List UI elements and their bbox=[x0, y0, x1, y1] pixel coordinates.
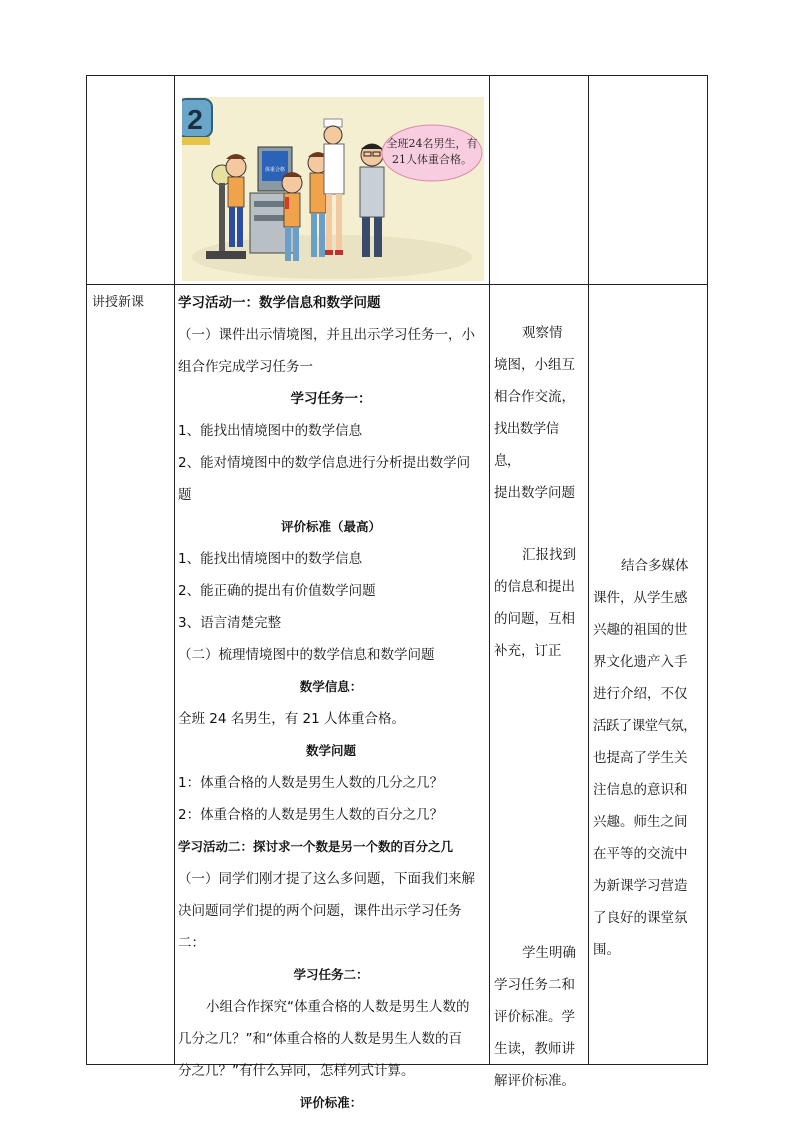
student-activity-line: 补充，订正 bbox=[494, 643, 562, 659]
student-activity-line: 的信息和提出 bbox=[494, 579, 575, 595]
question-1: 1：体重合格的人数是男生人数的几分之几？ bbox=[178, 775, 444, 791]
student-activity-line: 观察情 bbox=[522, 325, 563, 341]
lesson-plan-table bbox=[86, 75, 708, 1110]
student-activity-line: 学生明确 bbox=[522, 945, 576, 961]
task2-line-2: 几分之几？”和“体重合格的人数是男生人数的百 bbox=[178, 1031, 462, 1047]
student-activity-line: 找出数学信息， bbox=[494, 421, 559, 469]
design-intent-line: 兴趣的祖国的世 bbox=[593, 622, 688, 638]
question-2: 2：体重合格的人数是男生人数的百分之几？ bbox=[178, 807, 444, 823]
design-intent-line: 围。 bbox=[593, 942, 620, 958]
speech-line-2: 21人体重合格。 bbox=[392, 153, 472, 166]
paragraph-1-line-2: 组合作完成学习任务一 bbox=[178, 359, 313, 375]
paragraph-3-line-1: （一）同学们刚才提了这么多问题，下面我们来解 bbox=[178, 871, 475, 887]
design-intent-line: 了良好的课堂氛 bbox=[593, 910, 688, 926]
criteria2-title: 评价标准： bbox=[299, 1095, 363, 1110]
paragraph-2: （二）梳理情境图中的数学信息和数学问题 bbox=[178, 647, 435, 663]
design-intent-line: 界文化遗产入手 bbox=[593, 654, 688, 670]
task1-item-2: 2、能对情境图中的数学信息进行分析提出数学问 bbox=[178, 455, 471, 471]
student-activity-line: 学习任务二和 bbox=[494, 977, 575, 993]
design-intent-line: 进行介绍，不仅 bbox=[593, 686, 688, 702]
student-activity-line: 解评价标准。 bbox=[494, 1073, 575, 1089]
teaching-content bbox=[174, 287, 488, 1119]
design-intent-line: 兴趣。师生之间 bbox=[593, 814, 688, 830]
table-border-right bbox=[707, 75, 708, 1065]
row-label: 讲授新课 bbox=[92, 295, 145, 310]
paragraph-3-line-2: 决问题同学们提的两个问题，课件出示学习任务二： bbox=[178, 903, 462, 951]
student-activity-line: 汇报找到 bbox=[522, 547, 576, 563]
table-border-left bbox=[86, 75, 87, 1065]
scene-illustration bbox=[182, 97, 484, 281]
criteria1-title: 评价标准（最高） bbox=[280, 519, 381, 534]
row-divider bbox=[86, 284, 708, 285]
speech-bubble bbox=[382, 125, 482, 181]
design-intent-line: 活跃了课堂气氛， bbox=[593, 718, 697, 734]
task1-title: 学习任务一： bbox=[290, 391, 372, 407]
design-intent-line: 在平等的交流中 bbox=[593, 846, 688, 862]
design-intent bbox=[589, 550, 707, 966]
design-intent-line: 为新课学习营造 bbox=[593, 878, 688, 894]
student-activity-line: 相合作交流， bbox=[494, 389, 575, 405]
info-title: 数学信息： bbox=[299, 679, 363, 694]
table-border-top bbox=[86, 75, 708, 76]
student-activity-line: 的问题，互相 bbox=[494, 611, 575, 627]
question-title: 数学问题 bbox=[305, 743, 356, 758]
student-activity-line: 境图，小组互 bbox=[494, 357, 575, 373]
student-activity-line: 评价标准。学 bbox=[494, 1009, 575, 1025]
task1-item-2-continued: 题 bbox=[178, 487, 192, 503]
criteria1-item-1: 1、能找出情境图中的数学信息 bbox=[178, 551, 363, 567]
activity2-title: 学习活动二：探讨求一个数是另一个数的百分之几 bbox=[178, 839, 454, 854]
info-text: 全班 24 名男生，有 21 人体重合格。 bbox=[178, 711, 406, 727]
speech-line-1: 全班24名男生，有 bbox=[386, 137, 478, 150]
task2-line-1: 小组合作探究“体重合格的人数是男生人数的 bbox=[206, 999, 470, 1015]
student-activity-line: 生读，教师讲 bbox=[494, 1041, 575, 1057]
design-intent-line: 注信息的意识和 bbox=[593, 782, 688, 798]
paragraph-1-line-1: （一）课件出示情境图，并且出示学习任务一，小 bbox=[178, 327, 475, 343]
student-activity bbox=[490, 287, 586, 1097]
lesson-number: 2 bbox=[187, 104, 203, 135]
lesson-number-badge bbox=[182, 99, 212, 145]
activity1-title: 学习活动一：数学信息和数学问题 bbox=[178, 295, 381, 311]
task1-item-1: 1、能找出情境图中的数学信息 bbox=[178, 423, 363, 439]
svg-text:体重合格: 体重合格 bbox=[264, 167, 286, 173]
criteria1-item-3: 3、语言清楚完整 bbox=[178, 615, 282, 631]
task2-line-3: 分之几？”有什么异同，怎样列式计算。 bbox=[178, 1063, 415, 1079]
criteria1-item-2: 2、能正确的提出有价值数学问题 bbox=[178, 583, 376, 599]
design-intent-line: 结合多媒体 bbox=[621, 558, 689, 574]
design-intent-line: 也提高了学生关 bbox=[593, 750, 688, 766]
student-activity-line: 提出数学问题 bbox=[494, 485, 575, 501]
task2-title: 学习任务二： bbox=[293, 967, 369, 982]
design-intent-line: 课件，从学生感 bbox=[593, 590, 688, 606]
